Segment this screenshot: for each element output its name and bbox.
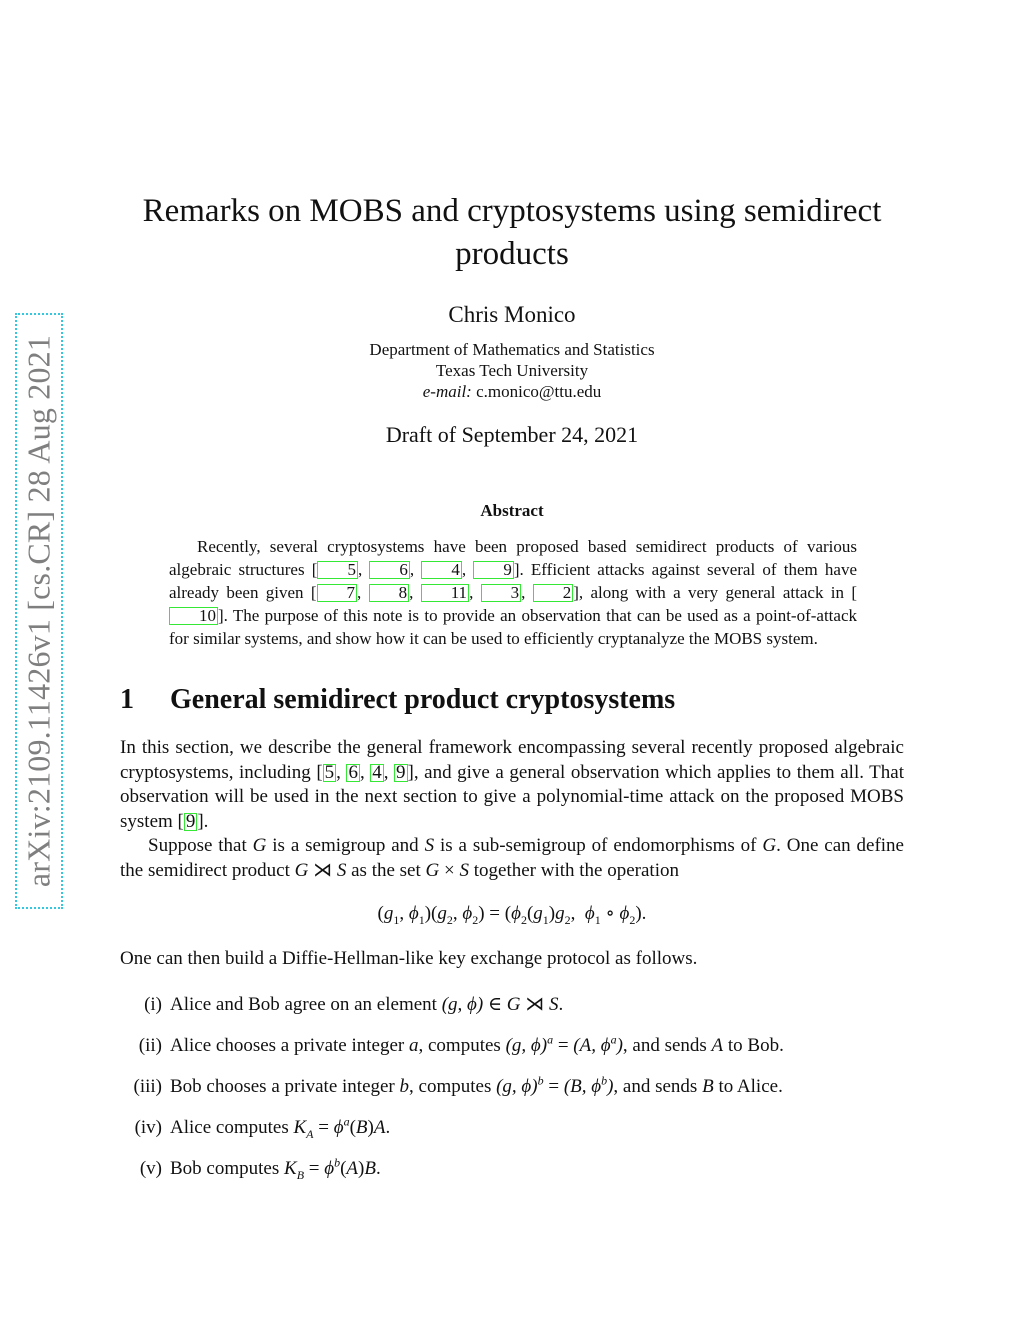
citation-link[interactable]: 6 [348, 761, 358, 783]
citation-link[interactable]: 4 [421, 561, 462, 579]
paragraph-text: Suppose that [148, 835, 253, 856]
citation-link[interactable]: 8 [369, 584, 410, 602]
protocol-step [120, 1032, 904, 1073]
protocol-step [120, 991, 904, 1032]
step-label: (ii) [138, 1035, 162, 1056]
author-affiliation [100, 339, 924, 402]
draft-date: Draft of September 24, 2021 [385, 422, 639, 447]
section-paragraph: In this section, we describe the general framework encompassing several recently proposed algebraic cryptosystems, including [ 5 , 6 , 4 , 9 ], and give a general observation which applies to them all. That observation will be used in the next section to give a polynomial-time attack on the proposed MOBS system [ 9 ]. [120, 737, 904, 832]
department-line: Department of Mathematics and Statistics [369, 340, 655, 359]
email-line [100, 381, 924, 402]
math-G: G [762, 835, 777, 856]
step-text: Alice computes $K_A = \phi^a(B)A$. [170, 1114, 391, 1141]
citation-link[interactable]: 7 [317, 584, 358, 602]
paper-title: Remarks on MOBS and cryptosystems using semidirect products [142, 193, 882, 272]
university-line: Texas Tech University [435, 361, 589, 380]
citation-link[interactable]: 6 [369, 561, 410, 579]
citation-link[interactable]: 3 [481, 584, 522, 602]
math-cartesian-product: G × S [425, 859, 469, 881]
step-label: (i) [144, 994, 162, 1015]
step-label: (iii) [133, 1076, 162, 1097]
arxiv-identifier-stamp[interactable] [15, 313, 63, 909]
step-text: Alice chooses a private integer a, computes (g, ϕ)$^a$ = (A, $\phi^a$), and sends A to Bob. [170, 1032, 784, 1056]
paragraph-text: In this section, we describe the general framework encompassing several recently proposed algebraic cryptosystems, including [ [120, 737, 904, 783]
email-address: c.monico@ttu.edu [476, 382, 602, 401]
math-semidirect-product: G ⋊ S [294, 859, 347, 881]
protocol-step [120, 1114, 904, 1155]
step-text: Bob chooses a private integer b, computes (g, ϕ)$^b$ = (B, $\phi^b$), and sends B to Alice. [170, 1073, 783, 1097]
protocol-step [120, 1073, 904, 1114]
citation-link[interactable]: 9 [396, 761, 406, 783]
author-name: Chris Monico [448, 302, 576, 327]
section-paragraph [120, 834, 904, 883]
citation-link[interactable]: 9 [185, 810, 196, 832]
paragraph-text: . One can define the semidirect product [120, 835, 904, 881]
paragraph-text: ], and give a general observation which applies to them all. That observation will be used in the next section to give a polynomial-time attack on the proposed MOBS system [ [120, 761, 904, 832]
abstract-text: ]. The purpose of this note is to provide an observation that can be used as a point-of-attack for similar systems, and show how it can be used to efficiently cryptanalyze the MOBS system. [169, 606, 857, 648]
paragraph-text: ]. [197, 810, 209, 832]
abstract-heading: Abstract [480, 501, 544, 520]
paragraph-text: is a semigroup and [266, 835, 425, 856]
display-equation: ($g_1$, $\phi_1)(g_2$, $\phi_2) = (\phi_2(g_1)g_2$, $\phi_1$ ∘ $\phi_2$). [377, 903, 647, 927]
step-text: Bob computes $K_B = \phi^b(A)B$. [170, 1155, 381, 1182]
citation-link[interactable]: 5 [317, 561, 358, 579]
abstract-text: Recently, several cryptosystems have been proposed based semidirect products of various algebraic structures [ [169, 537, 857, 579]
protocol-steps [120, 991, 904, 1196]
citation-link[interactable]: 11 [421, 584, 469, 602]
section-title: General semidirect product cryptosystems [170, 684, 676, 715]
paragraph-text: together with the operation [468, 859, 679, 881]
section-number: 1 [120, 684, 134, 715]
step-text: Alice and Bob agree on an element (g, ϕ) ∈ G ⋊ S. [170, 994, 564, 1015]
citation-link[interactable]: 9 [473, 561, 514, 579]
citation-link[interactable]: 5 [324, 761, 335, 783]
step-label: (v) [139, 1158, 162, 1179]
citation-link[interactable]: 4 [372, 761, 382, 783]
abstract-body: Recently, several cryptosystems have been proposed based semidirect products of various algebraic structures [ 5 , 6 , 4 , 9 ]. Efficient attacks against several of them have already been given [ 7 , 8 , 11 , 3 , 2 ], along with a very general attack in [10 ]. The purpose of this note is to provide an observation that can be used as a point-of-attack for similar systems, and show how it can be used to efficiently cryptanalyze the MOBS system. [169, 537, 858, 648]
email-label: e-mail: [422, 382, 472, 401]
citation-link[interactable]: 10 [169, 607, 218, 625]
section-paragraph: One can then build a Diffie-Hellman-like key exchange protocol as follows. [120, 948, 698, 969]
citation-link[interactable]: 2 [533, 584, 574, 602]
math-S: S [424, 835, 435, 856]
step-label: (iv) [134, 1117, 162, 1138]
paragraph-text: as the set [346, 859, 426, 881]
abstract-text: ], along with a very general attack in [ [573, 583, 857, 602]
math-G: G [252, 835, 267, 856]
abstract-text: ]. Efficient attacks against several of them have already been given [ [169, 560, 858, 602]
section-heading [120, 684, 920, 716]
paragraph-text: is a sub-semigroup of endomorphisms of [434, 835, 763, 856]
arxiv-identifier-text: arXiv:2109.11426v1 [cs.CR] 28 Aug 2021 [20, 334, 57, 888]
protocol-step [120, 1155, 904, 1196]
